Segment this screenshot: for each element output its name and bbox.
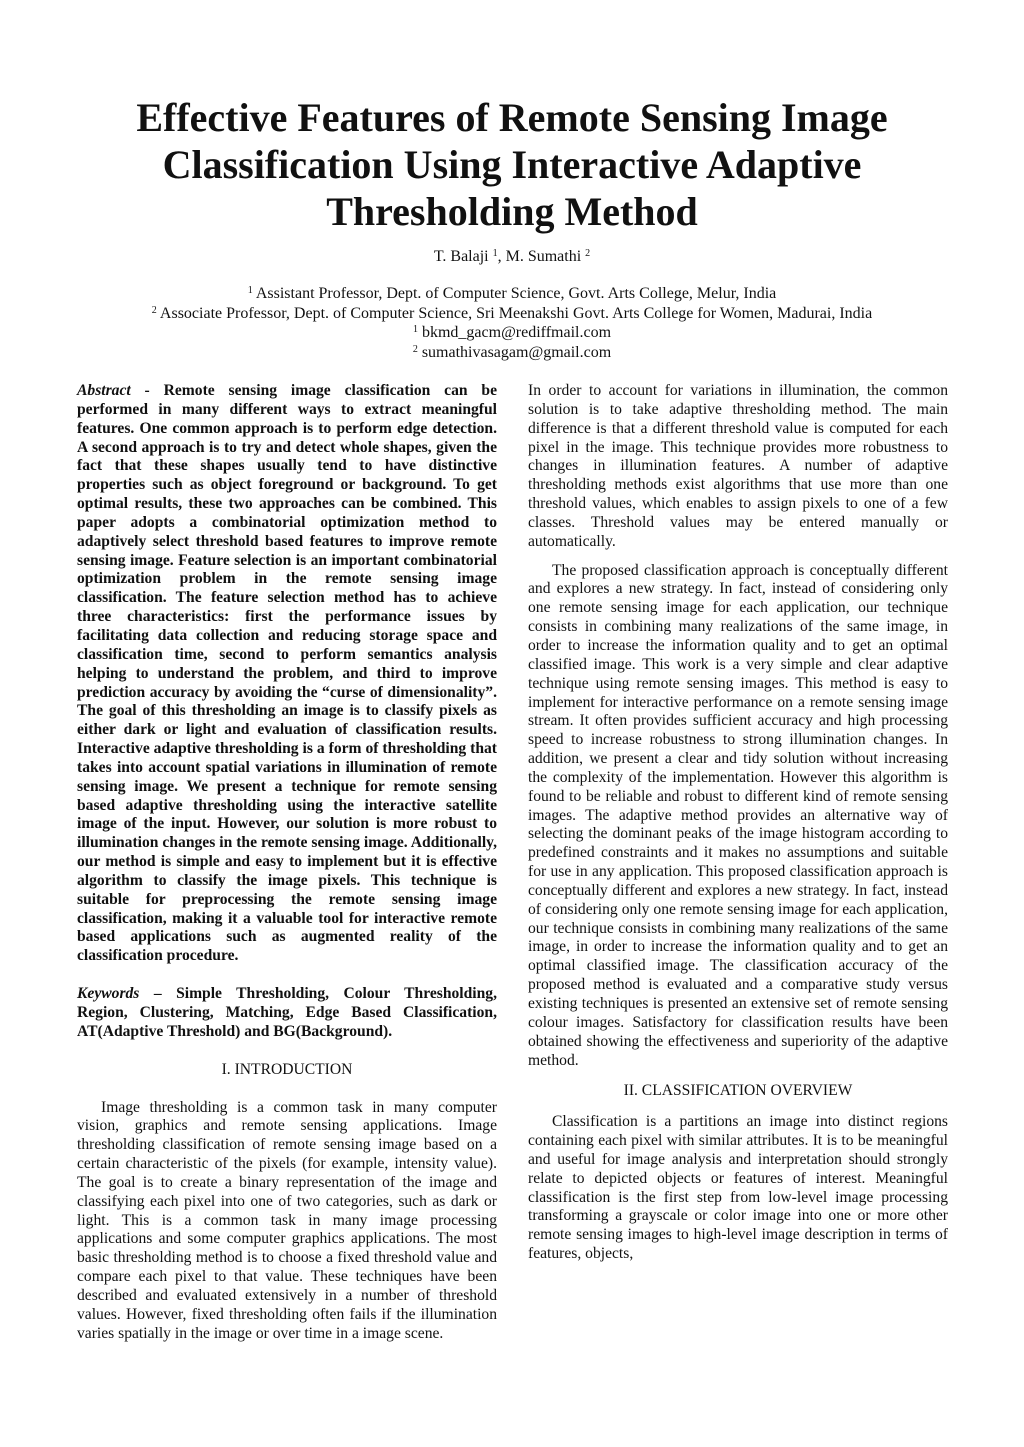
- abstract-text: Remote sensing image classification can be performed in many different ways to extract meaningful features. One common approach is to perform edge detection. A second approach is to try and detect whole shapes, given the fact that these shapes usually tend to have distinctive properties such as object foreground or background. To get optimal results, these two approaches can be combined. This paper adopts a combinatorial optimization method to adaptively select threshold based features to improve remote sensing image. Feature selection is an important combinatorial optimization problem in the remote sensing image classification. The feature selection method has to achieve three characteristics: first the performance issues by facilitating data collection and reducing storage space and classification time, second to perform semantics analysis helping to understand the problem, and third to improve prediction accuracy by avoiding the “curse of dimensionality”. The goal of this thresholding an image is to classify pixels as either dark or light and evaluation of classification results. Interactive adaptive thresholding is a form of thresholding that takes into account spatial variations in illumination of remote sensing image. We present a technique for remote sensing based adaptive thresholding using the interactive satellite image of the input. However, our solution is more robust to illumination changes in the remote sensing image. Additionally, our method is simple and easy to implement but it is effective algorithm to classify the image pixels. This technique is suitable for preprocessing the remote sensing image classification, making it a valuable tool for interactive remote based applications such as augmented reality of the classification procedure.: [77, 382, 497, 965]
- keywords-label: Keywords: [77, 985, 140, 1003]
- affiliation-line: [0, 284, 1024, 304]
- body-paragraph: In order to account for variations in illumination, the common solution is to take adaptive thresholding method. The main difference is that a different threshold value is computed for each pixel in the image. This technique provides more robustness to changes in illumination features. A number of adaptive thresholding methods exist algorithms that use more than one threshold values, which enables to assign pixels to one of a few classes. Threshold values may be entered manually or automatically.: [528, 382, 948, 550]
- abstract-dash: -: [130, 382, 164, 399]
- keywords: [77, 985, 497, 1042]
- right-column: [528, 382, 948, 1264]
- email-text: sumathivasagam@gmail.com: [421, 343, 612, 361]
- affiliation-mark: 1: [412, 324, 418, 335]
- body-paragraph: Classification is a partitions an image into distinct regions containing each pixel with similar attributes. It is to be meaningful and useful for image analysis and interpretation should strongly relate to depicted objects or features of interest. Meaningful classification is the first step from low-level image processing transforming a grayscale or color image into one or more other remote sensing images to high-level image description in terms of features, objects,: [528, 1113, 948, 1263]
- author-affiliation-mark: 2: [585, 248, 591, 259]
- affiliation-line: [0, 304, 1024, 324]
- section-heading-introduction: I. INTRODUCTION: [221, 1060, 353, 1078]
- author-line: [0, 247, 1024, 267]
- keywords-dash: –: [139, 985, 177, 1003]
- email-line: [0, 323, 1024, 343]
- paper-title: Effective Features of Remote Sensing Image Classification Using Interactive Adaptive Thresholding Method: [136, 95, 888, 234]
- author-affiliation-mark: 1: [492, 248, 498, 259]
- affiliations: [0, 284, 1024, 362]
- author-name: T. Balaji: [433, 248, 489, 265]
- affiliation-text: Associate Professor, Dept. of Computer Science, Sri Meenakshi Govt. Arts College for Women, Madurai, India: [159, 304, 873, 322]
- author-separator: ,: [497, 248, 502, 265]
- author-name: M. Sumathi: [505, 248, 582, 265]
- body-paragraph: Image thresholding is a common task in many computer vision, graphics and remote sensing applications. Image thresholding classification of remote sensing image based on a certain characteristic of the pixels (for example, intensity value). The goal is to create a binary representation of the image and classifying each pixel into one of two categories, such as dark or light. This is a common task in many image processing applications and some computer graphics applications. The most basic thresholding method is to choose a fixed threshold value and compare each pixel to that value. These techniques have been described and evaluated extensively in a number of threshold values. However, fixed thresholding often fails if the illumination varies spatially in the image or over time in a image scene.: [77, 1098, 497, 1342]
- affiliation-mark: 1: [247, 285, 253, 296]
- affiliation-mark: 2: [151, 304, 157, 316]
- section-heading-classification-overview: II. CLASSIFICATION OVERVIEW: [623, 1082, 853, 1100]
- affiliation-text: Assistant Professor, Dept. of Computer Science, Govt. Arts College, Melur, India: [255, 285, 777, 302]
- email-line: [0, 343, 1024, 363]
- email-text: bkmd_gacm@rediffmail.com: [421, 324, 612, 341]
- keywords-text: Simple Thresholding, Colour Thresholding, Region, Clustering, Matching, Edge Based Classification, AT(Adaptive Threshold) and BG(Background).: [77, 985, 497, 1040]
- left-column: [77, 382, 497, 1344]
- abstract-label: Abstract: [77, 382, 131, 399]
- abstract: [77, 382, 497, 966]
- body-paragraph: The proposed classification approach is conceptually different and explores a new strategy. In fact, instead of considering only one remote sensing image for each application, our technique consists in combining many realizations of the same image, in order to increase the information quality and to get an optimal classified image. This work is a very simple and clear adaptive technique using remote sensing images. This method is easy to implement for interactive performance on a remote sensing image stream. It often provides sufficient accuracy and high processing speed to increase robustness to strong illumination changes. In addition, we present a clear and tidy solution without increasing the complexity of the implementation. However this algorithm is found to be reliable and robust to different kind of remote sensing images. The adaptive method provides an alternative way of selecting the dominant peaks of the image histogram according to predefined constraints and it makes no assumptions and suitable for use in any application. This proposed classification approach is conceptually different and explores a new strategy. In fact, instead of considering only one remote sensing image for each application, our technique consists in combining many realizations of the same image, in order to increase the information quality and to get an optimal classified image. The classification accuracy of the proposed method is evaluated and a comparative study versus existing techniques is presented an extensive set of remote sensing colour images. Satisfactory for classification results have been obtained showing the effectiveness and superiority of the adaptive method.: [528, 561, 948, 1069]
- affiliation-mark: 2: [412, 343, 418, 355]
